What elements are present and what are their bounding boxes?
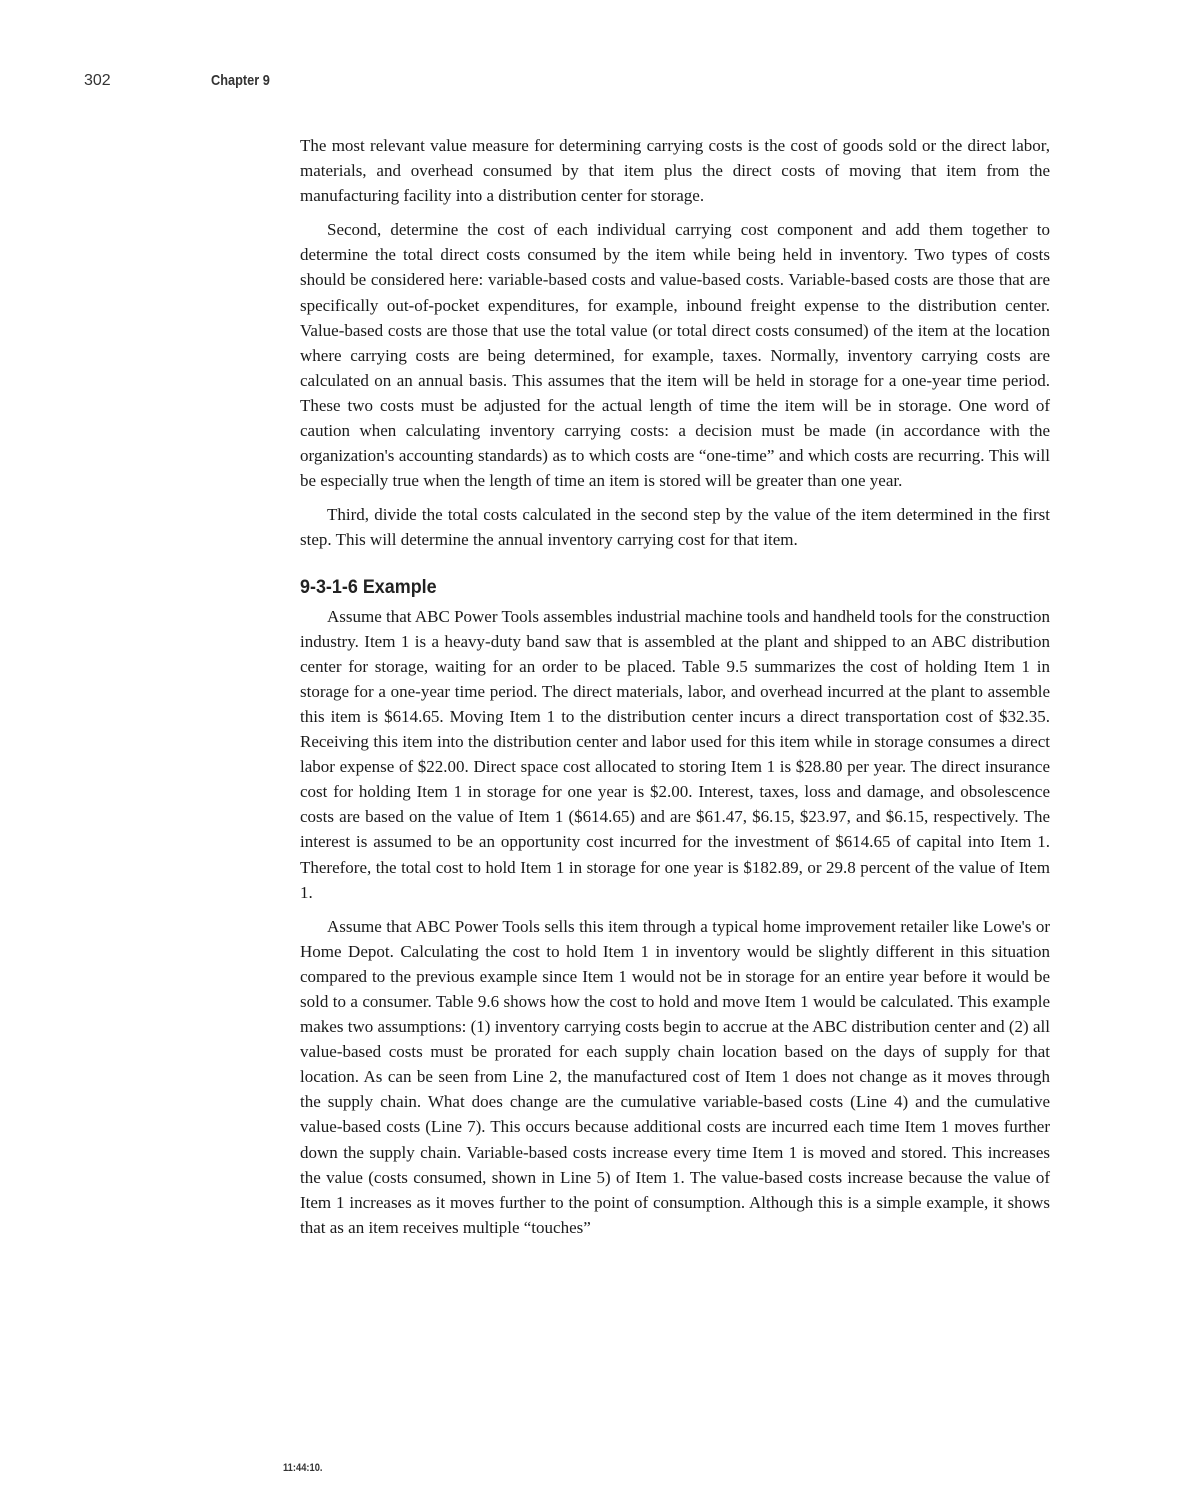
- body-text: [300, 133, 1050, 1240]
- paragraph-retailer-example: Assume that ABC Power Tools sells this item through a typical home improvement retailer like Lowe's or Home Depot. Calculating the cost to hold Item 1 in inventory would be slightly different in this situation compared to the previous example since Item 1 would not be in storage for an entire year before it would be sold to a consumer. Table 9.6 shows how the cost to hold and move Item 1 would be calculated. This example makes two assumptions: (1) inventory carrying costs begin to accrue at the ABC distribution center and (2) all value-based costs must be prorated for each supply chain location based on the days of supply for that location. As can be seen from Line 2, the manufactured cost of Item 1 does not change as it moves through the supply chain. What does change are the cumulative variable-based costs (Line 4) and the cumulative value-based costs (Line 7). This occurs because additional costs are incurred each time Item 1 moves further down the supply chain. Variable-based costs increase every time Item 1 is moved and stored. This increases the value (costs consumed, shown in Line 5) of Item 1. The value-based costs increase because the value of Item 1 increases as it moves further to the point of consumption. Although this is a simple example, it shows that as an item receives multiple “touches”: [300, 916, 1050, 1237]
- footer-timestamp: 11:44:10.: [283, 1462, 323, 1474]
- section-heading: 9-3-1-6 Example: [300, 575, 437, 598]
- paragraph-third-step: Third, divide the total costs calculated in the second step by the value of the item determined in the first step. This will determine the annual inventory carrying cost for that item.: [300, 505, 1050, 550]
- paragraph-second-step: Second, determine the cost of each individual carrying cost component and add them together to determine the total direct costs consumed by the item while being held in inventory. Two types of costs should be considered here: variable-based costs and value-based costs. Variable-based costs are those that are specifically out-of-pocket expenditures, for example, inbound freight expense to the distribution center. Value-based costs are those that use the total value (or total direct costs consumed) of the item at the location where carrying costs are being determined, for example, taxes. Normally, inventory carrying costs are calculated on an annual basis. This assumes that the item will be held in storage for a one-year time period. These two costs must be adjusted for the actual length of time the item will be in storage. One word of caution when calculating inventory carrying costs: a decision must be made (in accordance with the organization's accounting standards) as to which costs are “one-time” and which costs are recurring. This will be especially true when the length of time an item is stored will be greater than one year.: [300, 220, 1050, 491]
- paragraph-carrying-cost-value: The most relevant value measure for determining carrying costs is the cost of goods sold or the direct labor, materials, and overhead consumed by that item plus the direct costs of moving that item from the manufacturing facility into a distribution center for storage.: [300, 136, 1050, 206]
- running-head: [84, 68, 1084, 98]
- chapter-label: Chapter 9: [211, 72, 270, 89]
- paragraph-example-abc: Assume that ABC Power Tools assembles industrial machine tools and handheld tools for the construction industry. Item 1 is a heavy-duty band saw that is assembled at the plant and shipped to an ABC distribution center for storage, waiting for an order to be placed. Table 9.5 summarizes the cost of holding Item 1 in storage for a one-year time period. The direct materials, labor, and overhead incurred at the plant to assemble this item is $614.65. Moving Item 1 to the distribution center incurs a direct transportation cost of $32.35. Receiving this item into the distribution center and labor used for this item while in storage consumes a direct labor expense of $22.00. Direct space cost allocated to storing Item 1 is $28.80 per year. The direct insurance cost for holding Item 1 in storage for one year is $2.00. Interest, taxes, loss and damage, and obsolescence costs are based on the value of Item 1 ($614.65) and are $61.47, $6.15, $23.97, and $6.15, respectively. The interest is assumed to be an opportunity cost incurred for the investment of $614.65 of capital into Item 1. Therefore, the total cost to hold Item 1 in storage for one year is $182.89, or 29.8 percent of the value of Item 1.: [300, 606, 1050, 902]
- page-number: 302: [84, 72, 111, 89]
